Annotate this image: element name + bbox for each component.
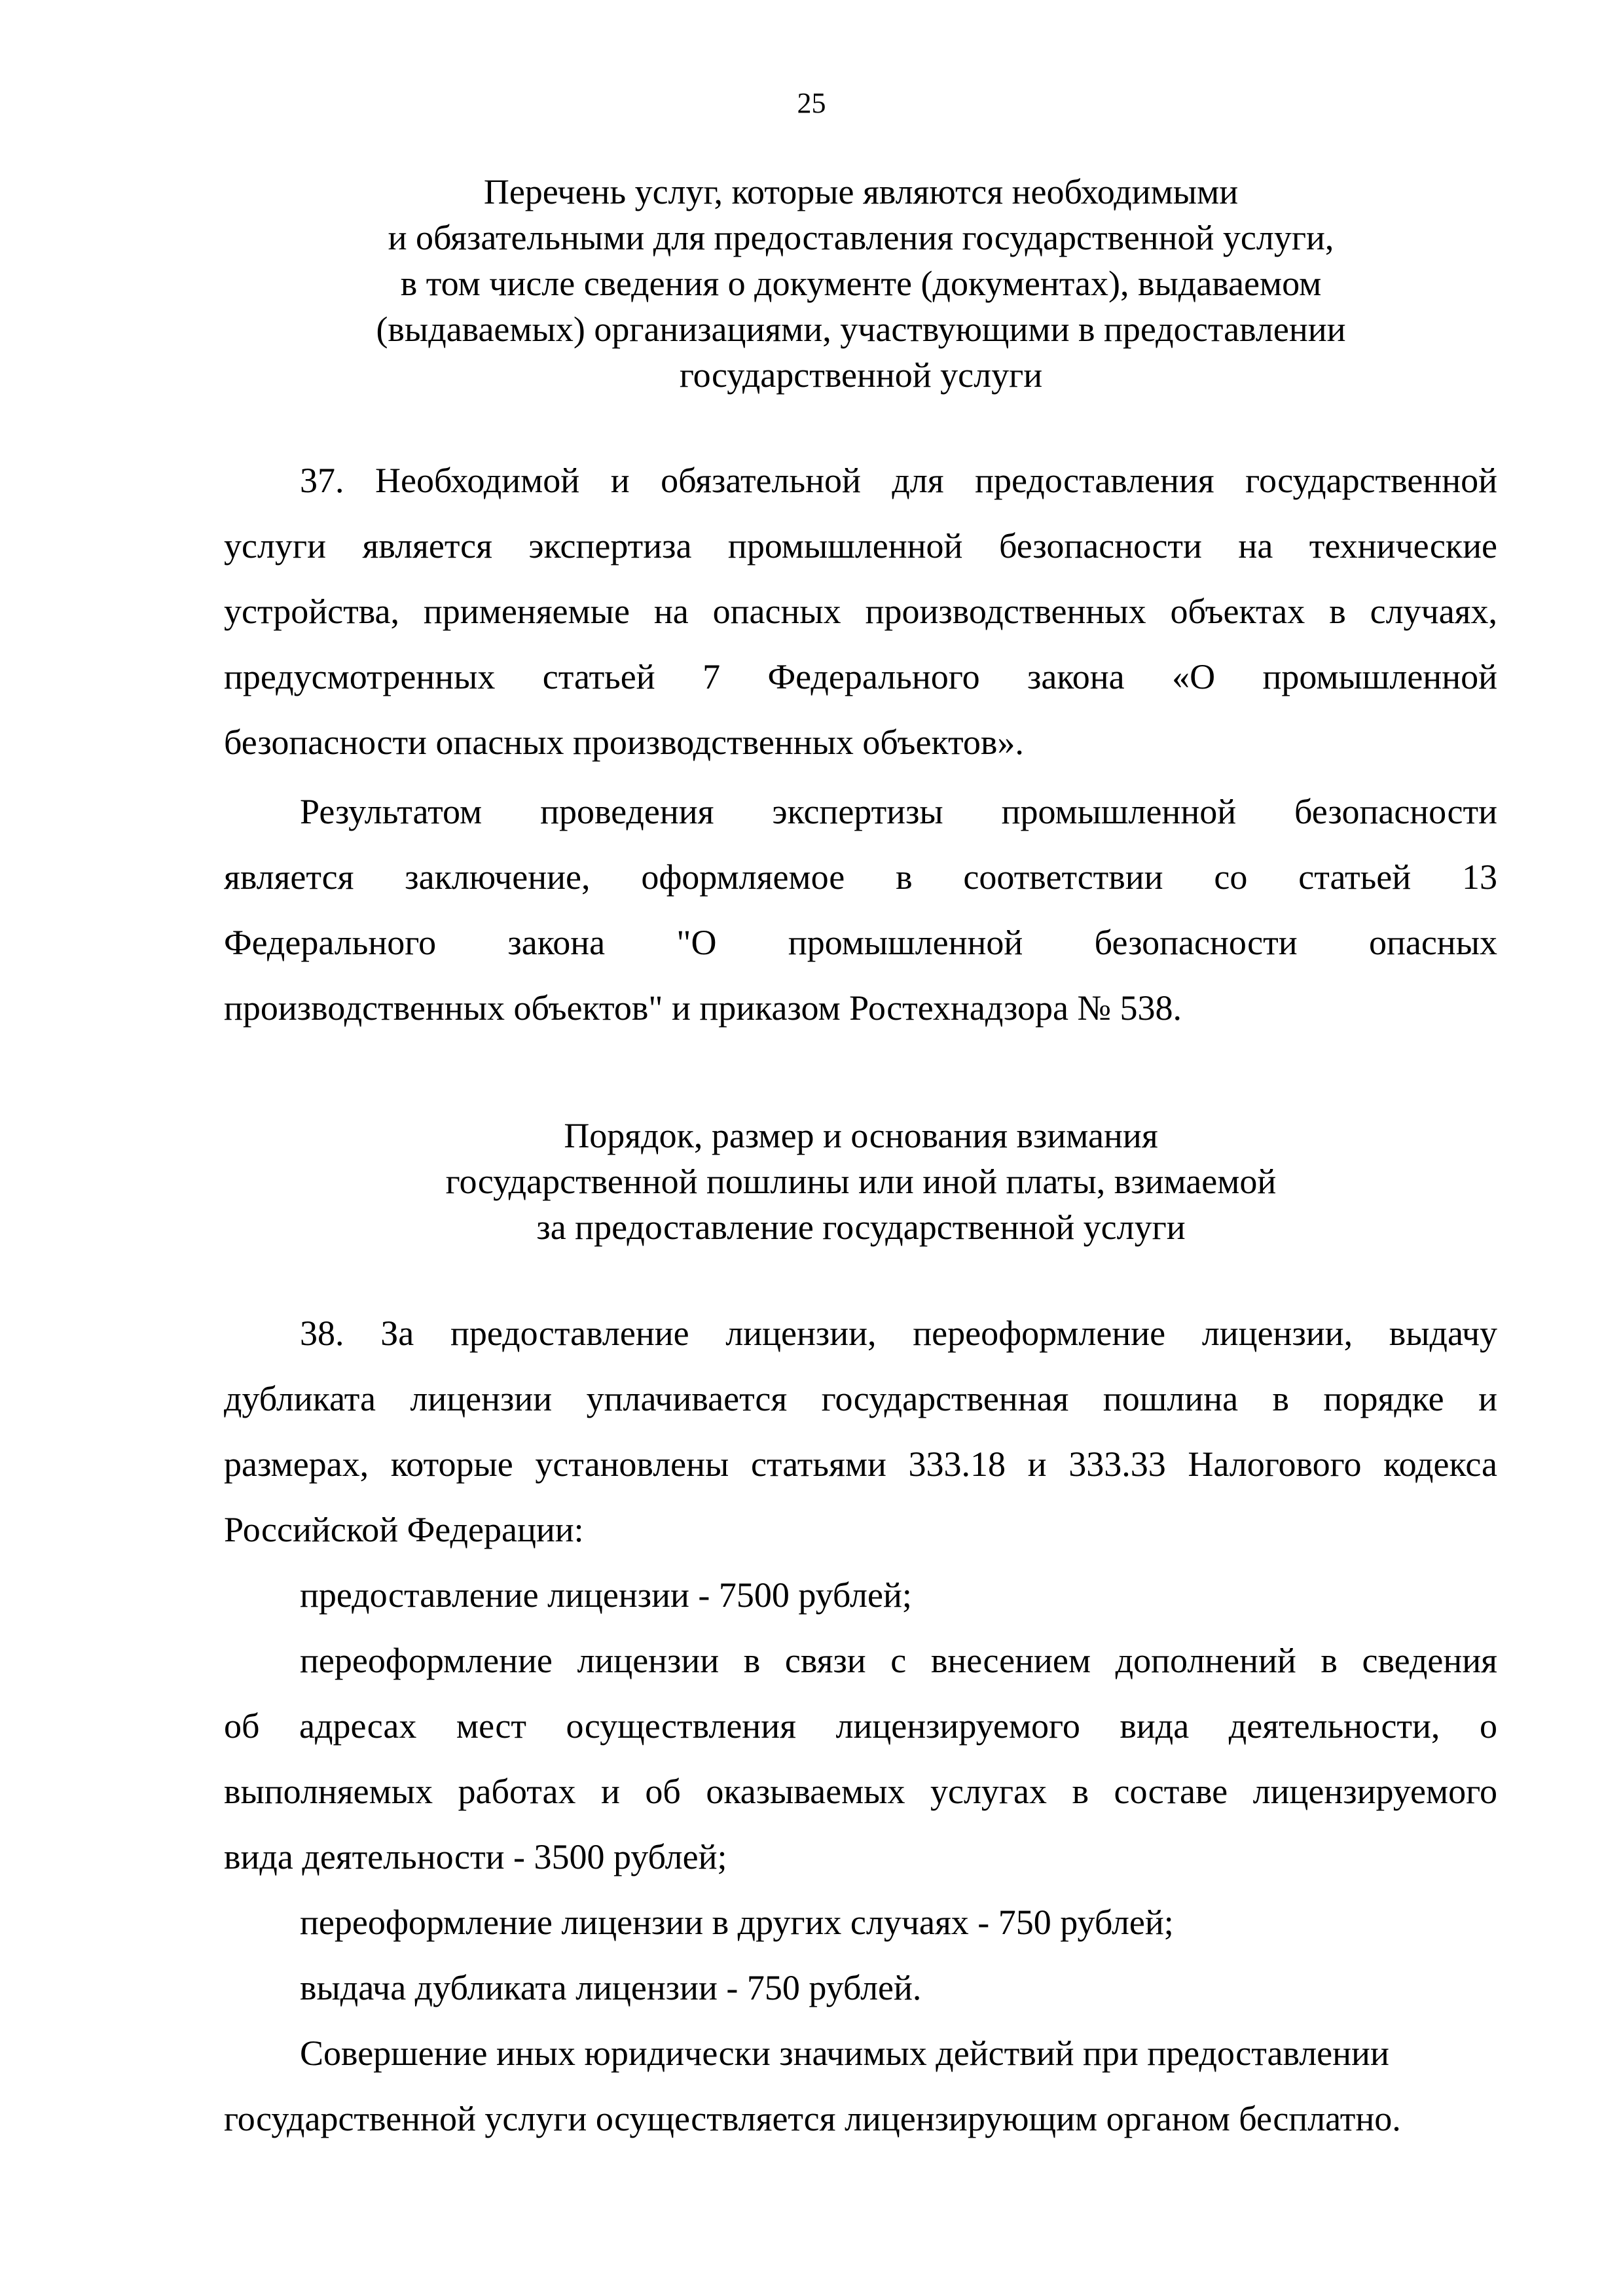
fee-license-line: предоставление лицензии - 7500 рублей; (300, 1575, 912, 1615)
paragraph-line: Российской Федерации: (224, 1510, 584, 1549)
paragraph-line: услуги является экспертиза промышленной безопасности на технические (224, 526, 1497, 565)
heading-line: (выдаваемых) организациями, участвующими в предоставлении (376, 310, 1346, 349)
section-heading-fee (216, 1113, 1506, 1250)
paragraph-line: Результатом проведения экспертизы промышленной безопасности (300, 792, 1497, 831)
paragraph-line: производственных объектов" и приказом Ростехнадзора № 538. (224, 988, 1182, 1028)
fee-reissue-other-line: переоформление лицензии в других случаях - 750 рублей; (300, 1903, 1174, 1942)
paragraph-reissue (224, 1640, 1497, 1901)
paragraph-line: об адресах мест осуществления лицензируемого вида деятельности, о (224, 1706, 1497, 1746)
paragraph-free (224, 2032, 1497, 2163)
paragraph-38 (224, 1312, 1497, 1574)
paragraph-line: выполняемых работах и об оказываемых услугах в составе лицензируемого (224, 1772, 1497, 1811)
heading-line: Порядок, размер и основания взимания (564, 1116, 1158, 1155)
heading-line: Перечень услуг, которые являются необходимыми (483, 172, 1239, 211)
paragraph-line: 37. Необходимой и обязательной для предоставления государственной (300, 461, 1497, 500)
heading-line: государственной услуги (679, 355, 1043, 395)
page-number: 25 (797, 87, 826, 119)
paragraph-line: вида деятельности - 3500 рублей; (224, 1837, 727, 1876)
paragraph-line: устройства, применяемые на опасных производственных объектах в случаях, (224, 592, 1497, 631)
paragraph-line: дубликата лицензии уплачивается государственная пошлина в порядке и (224, 1379, 1497, 1418)
paragraph-line: Совершение иных юридически значимых действий при предоставлении (300, 2034, 1389, 2073)
paragraph-result (224, 791, 1497, 1052)
paragraph-37 (224, 459, 1497, 787)
paragraph-line: переоформление лицензии в связи с внесением дополнений в сведения (300, 1641, 1497, 1680)
heading-line: и обязательными для предоставления государственной услуги, (388, 218, 1334, 257)
paragraph-line: 38. За предоставление лицензии, переоформление лицензии, выдачу (300, 1314, 1497, 1353)
paragraph-line: размерах, которые установлены статьями 333.18 и 333.33 Налогового кодекса (224, 1444, 1497, 1484)
section-heading-services (216, 169, 1506, 398)
heading-line: за предоставление государственной услуги (536, 1208, 1186, 1247)
paragraph-line: Федерального закона "О промышленной безопасности опасных (224, 923, 1497, 962)
paragraph-line: государственной услуги осуществляется лицензирующим органом бесплатно. (224, 2099, 1401, 2138)
paragraph-line: безопасности опасных производственных объектов». (224, 723, 1024, 762)
paragraph-line: предусмотренных статьей 7 Федерального закона «О промышленной (224, 657, 1497, 696)
heading-line: государственной пошлины или иной платы, взимаемой (445, 1162, 1277, 1201)
paragraph-line: является заключение, оформляемое в соответствии со статьей 13 (224, 857, 1497, 897)
heading-line: в том числе сведения о документе (документах), выдаваемом (400, 264, 1322, 303)
fee-duplicate-line: выдача дубликата лицензии - 750 рублей. (300, 1968, 922, 2007)
